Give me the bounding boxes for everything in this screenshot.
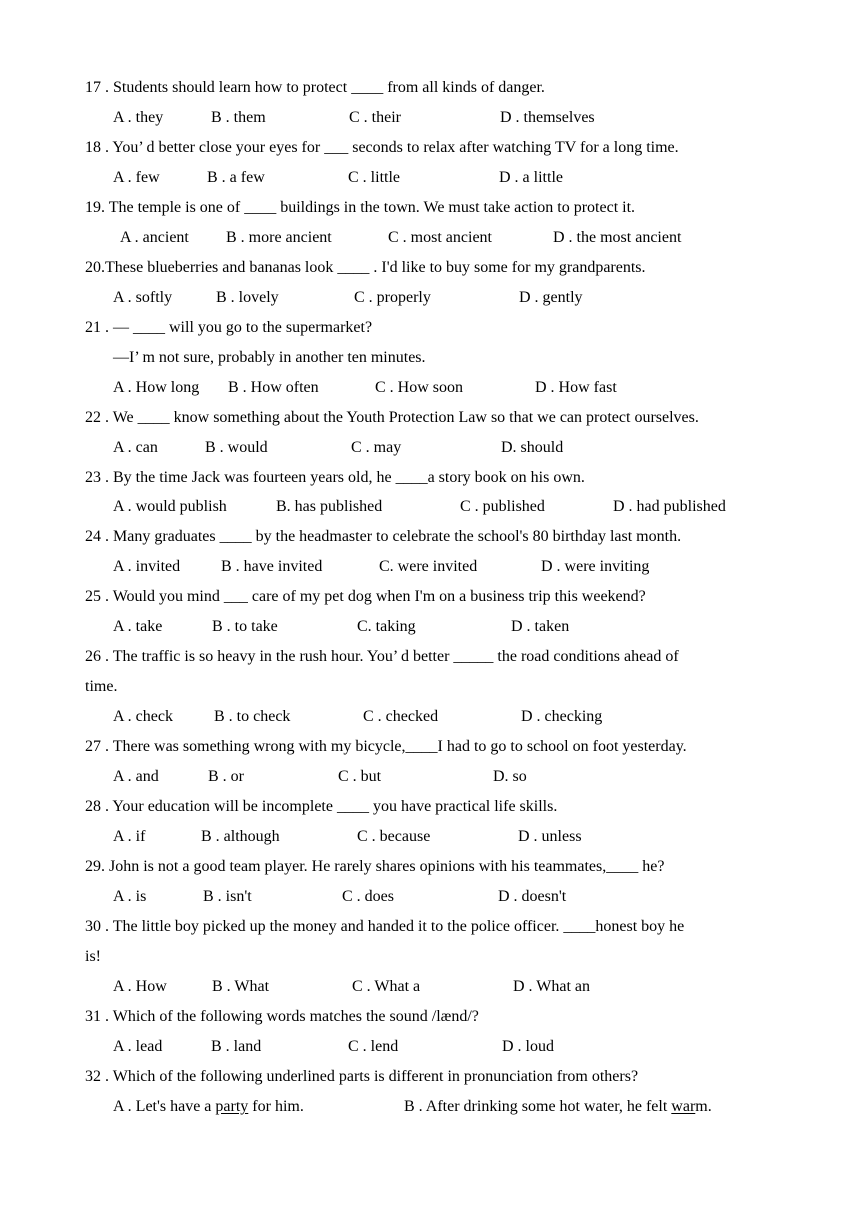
- q31-option-d: D . loud: [502, 1038, 554, 1055]
- question-31-stem: 31 . Which of the following words matches the sound /lænd/?: [85, 1008, 479, 1025]
- q32-option-b-underlined: war: [671, 1098, 696, 1115]
- q32-option-a: [113, 1097, 304, 1117]
- q18-option-c: C . little: [348, 169, 400, 186]
- q26-option-d: D . checking: [521, 708, 603, 725]
- question-26-stem-continued: time.: [85, 678, 118, 695]
- q21-option-c: C . How soon: [375, 379, 464, 396]
- question-18-stem: 18 . You’ d better close your eyes for ___ seconds to relax after watching TV for a long time.: [85, 139, 679, 156]
- question-27-stem: 27 . There was something wrong with my bicycle,____I had to go to school on foot yesterday.: [85, 738, 687, 755]
- q30-option-b: B . What: [212, 978, 270, 995]
- q25-option-d: D . taken: [511, 618, 570, 635]
- question-29-stem: 29. John is not a good team player. He rarely shares opinions with his teammates,____ he?: [85, 858, 665, 875]
- question-28-stem: 28 . Your education will be incomplete ____ you have practical life skills.: [85, 798, 558, 815]
- q25-option-a: A . take: [113, 618, 163, 635]
- question-19-stem: 19. The temple is one of ____ buildings in the town. We must take action to protect it.: [85, 199, 636, 216]
- q19-option-d: D . the most ancient: [553, 229, 682, 246]
- q17-option-b: B . them: [211, 109, 266, 126]
- q27-option-b: B . or: [208, 768, 244, 785]
- q22-option-b: B . would: [205, 439, 268, 456]
- q31-option-c: C . lend: [348, 1038, 399, 1055]
- question-21-reply: —I’ m not sure, probably in another ten minutes.: [113, 349, 426, 366]
- q24-option-a: A . invited: [113, 558, 181, 575]
- q28-option-b: B . although: [201, 828, 280, 845]
- question-30-stem-continued: is!: [85, 948, 101, 965]
- q24-option-b: B . have invited: [221, 558, 323, 575]
- q20-option-c: C . properly: [354, 289, 431, 306]
- q27-option-d: D. so: [493, 768, 527, 785]
- q19-option-a: A . ancient: [120, 229, 189, 246]
- q32-option-a-prefix: A . Let's have a: [113, 1098, 216, 1115]
- q24-option-d: D . were inviting: [541, 558, 650, 575]
- question-21-stem: 21 . — ____ will you go to the supermarket?: [85, 319, 373, 336]
- question-32-stem: 32 . Which of the following underlined parts is different in pronunciation from others?: [85, 1068, 639, 1085]
- q30-option-c: C . What a: [352, 978, 421, 995]
- question-22-stem: 22 . We ____ know something about the Youth Protection Law so that we can protect ourselves.: [85, 409, 699, 426]
- q21-option-a: A . How long: [113, 379, 200, 396]
- q23-option-c: C . published: [460, 498, 545, 515]
- question-24-stem: 24 . Many graduates ____ by the headmaster to celebrate the school's 80 birthday last month.: [85, 528, 682, 545]
- q28-option-d: D . unless: [518, 828, 582, 845]
- q17-option-a: A . they: [113, 109, 164, 126]
- q31-option-b: B . land: [211, 1038, 262, 1055]
- q22-option-d: D. should: [501, 439, 564, 456]
- question-23-stem: 23 . By the time Jack was fourteen years old, he ____a story book on his own.: [85, 469, 585, 486]
- q29-option-d: D . doesn't: [498, 888, 567, 905]
- q32-option-a-suffix: for him.: [248, 1098, 304, 1115]
- q19-option-b: B . more ancient: [226, 229, 332, 246]
- question-17-stem: 17 . Students should learn how to protect ____ from all kinds of danger.: [85, 79, 545, 96]
- q29-option-a: A . is: [113, 888, 147, 905]
- q23-option-b: B. has published: [276, 498, 383, 515]
- q20-option-b: B . lovely: [216, 289, 279, 306]
- q29-option-c: C . does: [342, 888, 394, 905]
- q32-option-b-suffix: m.: [695, 1098, 712, 1115]
- q17-option-d: D . themselves: [500, 109, 595, 126]
- q20-option-a: A . softly: [113, 289, 173, 306]
- q18-option-d: D . a little: [499, 169, 563, 186]
- q18-option-b: B . a few: [207, 169, 265, 186]
- q32-option-b: [404, 1097, 712, 1117]
- q27-option-c: C . but: [338, 768, 382, 785]
- q18-option-a: A . few: [113, 169, 160, 186]
- q23-option-a: A . would publish: [113, 498, 227, 515]
- q29-option-b: B . isn't: [203, 888, 252, 905]
- q32-option-a-underlined: party: [215, 1098, 249, 1115]
- q19-option-c: C . most ancient: [388, 229, 492, 246]
- question-30-stem: 30 . The little boy picked up the money and handed it to the police officer. ____honest boy he: [85, 918, 685, 935]
- q30-option-d: D . What an: [513, 978, 591, 995]
- q23-option-d: D . had published: [613, 498, 726, 515]
- q27-option-a: A . and: [113, 768, 159, 785]
- q22-option-a: A . can: [113, 439, 158, 456]
- q21-option-d: D . How fast: [535, 379, 617, 396]
- q28-option-a: A . if: [113, 828, 146, 845]
- q26-option-c: C . checked: [363, 708, 439, 725]
- q17-option-c: C . their: [349, 109, 401, 126]
- q31-option-a: A . lead: [113, 1038, 163, 1055]
- q26-option-b: B . to check: [214, 708, 291, 725]
- q25-option-b: B . to take: [212, 618, 278, 635]
- question-26-stem: 26 . The traffic is so heavy in the rush hour. You’ d better _____ the road conditions ahead of: [85, 648, 679, 665]
- question-25-stem: 25 . Would you mind ___ care of my pet dog when I'm on a business trip this weekend?: [85, 588, 646, 605]
- q24-option-c: C. were invited: [379, 558, 478, 575]
- q25-option-c: C. taking: [357, 618, 416, 635]
- q26-option-a: A . check: [113, 708, 173, 725]
- q30-option-a: A . How: [113, 978, 167, 995]
- question-20-stem: 20.These blueberries and bananas look ____ . I'd like to buy some for my grandparents.: [85, 259, 646, 276]
- q21-option-b: B . How often: [228, 379, 319, 396]
- q22-option-c: C . may: [351, 439, 402, 456]
- q32-option-b-prefix: B . After drinking some hot water, he felt: [404, 1098, 672, 1115]
- q28-option-c: C . because: [357, 828, 431, 845]
- q20-option-d: D . gently: [519, 289, 583, 306]
